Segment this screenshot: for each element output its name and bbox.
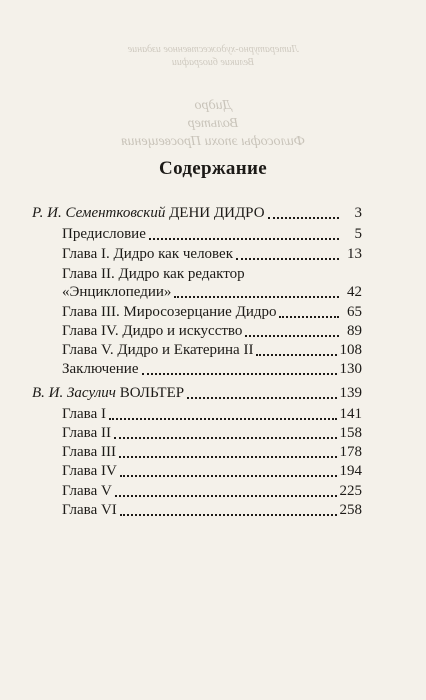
dot-leader (268, 203, 339, 219)
toc-entry-label: Глава I (62, 406, 106, 422)
toc-entry (62, 340, 362, 360)
dot-leader (109, 404, 337, 420)
toc-entry (62, 224, 362, 244)
dot-leader (236, 244, 339, 260)
toc-entry (62, 302, 362, 322)
toc-entry (62, 264, 362, 284)
toc-page-number: 130 (339, 361, 362, 377)
toc-page-number: 89 (347, 323, 362, 339)
dot-leader (114, 423, 337, 439)
toc-page-number: 258 (339, 502, 362, 518)
show-through-text: Дидро (194, 98, 232, 113)
toc-page-number: 13 (347, 246, 362, 262)
toc-entry-label: Глава II (62, 425, 111, 441)
toc-page-number: 141 (339, 406, 362, 422)
toc-entry (62, 321, 362, 341)
toc-section-heading (32, 203, 362, 223)
toc-entry-label: Предисловие (62, 226, 146, 242)
dot-leader (256, 340, 336, 356)
toc-author: В. И. Засулич (32, 385, 116, 401)
dot-leader (174, 282, 339, 298)
show-through-text: Философы эпохи Просвещения (120, 134, 306, 149)
show-through-text: Великие биографии (171, 57, 255, 68)
toc-page-number: 178 (339, 444, 362, 460)
toc-entry (62, 423, 362, 443)
toc-entry (62, 282, 362, 302)
dot-leader (142, 359, 337, 375)
toc-page-number: 42 (347, 284, 362, 300)
toc-entry (62, 244, 362, 264)
toc-page-number: 225 (339, 483, 362, 499)
show-through-text: Вольтер (187, 116, 239, 131)
toc-page-number: 3 (354, 205, 362, 221)
toc-entry-label: Глава I. Дидро как человек (62, 246, 233, 262)
toc-entry (62, 359, 362, 379)
toc-entry-label: Глава V (62, 483, 112, 499)
show-through-text: Литературно-художественное издание (127, 44, 299, 55)
toc-entry (62, 442, 362, 462)
toc-entry-label: Глава V. Дидро и Екатерина II (62, 342, 254, 358)
toc-page-number: 194 (339, 463, 362, 479)
toc-entry (62, 461, 362, 481)
toc-entry-label: Глава IV (62, 463, 117, 479)
toc-section-title: ВОЛЬТЕР (115, 385, 185, 401)
toc-page-number: 139 (339, 385, 362, 401)
toc-entry-label: Глава III (62, 444, 116, 460)
page-title: Содержание (159, 158, 267, 179)
toc-section-heading (32, 383, 362, 403)
toc-entry-label: Глава II. Дидро как редактор (62, 266, 245, 282)
dot-leader (149, 224, 339, 240)
toc-entry-label: «Энциклопедии» (62, 284, 172, 300)
toc-entry (62, 404, 362, 424)
toc-entry-label: Глава VI (62, 502, 117, 518)
toc-entry-label: Глава IV. Дидро и искусство (62, 323, 243, 339)
toc-entry (62, 481, 362, 501)
dot-leader (119, 442, 337, 458)
dot-leader (115, 481, 337, 497)
toc-entry-label: Глава III. Миросозерцание Дидро (62, 304, 277, 320)
dot-leader (187, 383, 336, 399)
dot-leader (245, 321, 339, 337)
toc-page-number: 65 (347, 304, 362, 320)
toc-section-title: ДЕНИ ДИДРО (165, 205, 265, 221)
toc-entry (62, 500, 362, 520)
toc-page-number: 108 (339, 342, 362, 358)
dot-leader (120, 500, 337, 516)
toc-page-number: 5 (354, 226, 362, 242)
dot-leader (120, 461, 337, 477)
toc-author: Р. И. Сементковский (32, 205, 166, 221)
toc-page-number: 158 (339, 425, 362, 441)
toc-entry-label: Заключение (62, 361, 139, 377)
dot-leader (279, 302, 339, 318)
